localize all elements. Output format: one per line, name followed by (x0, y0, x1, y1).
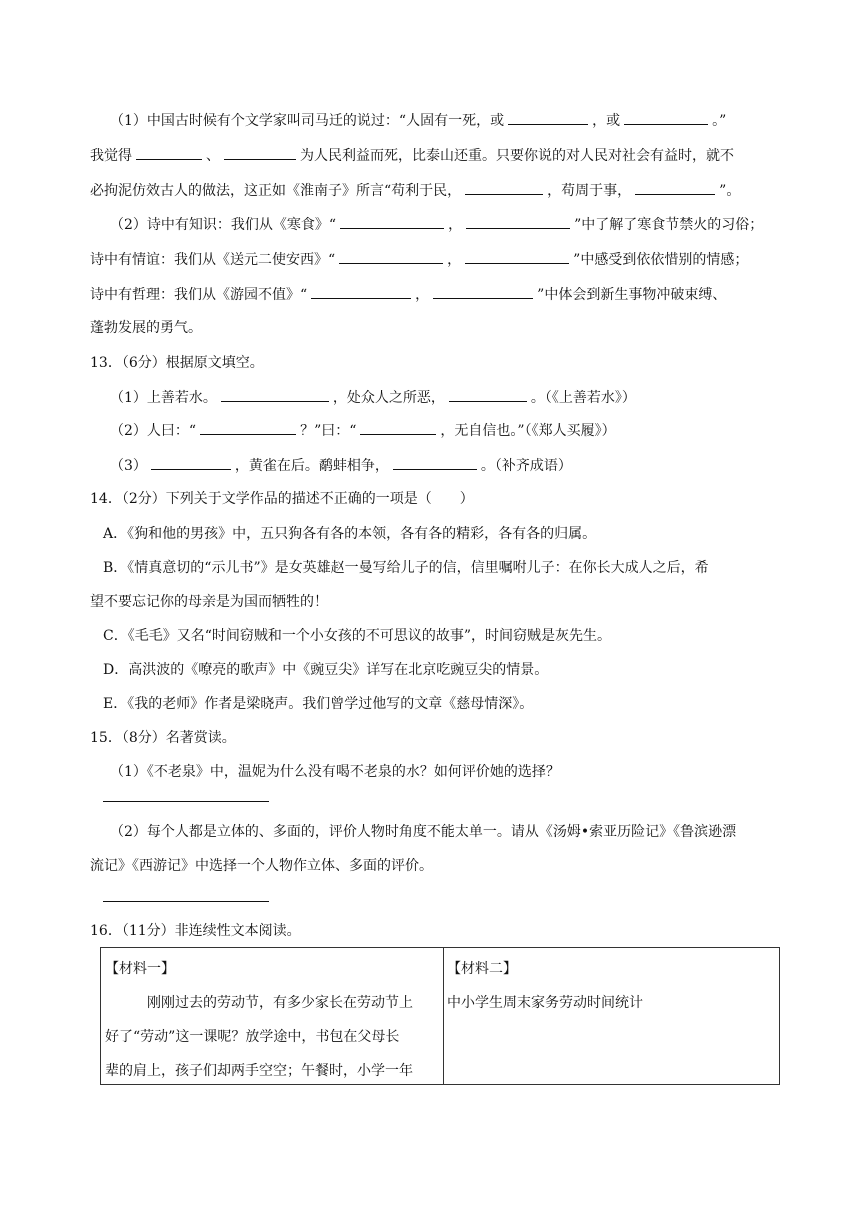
q12-part2-line2 (90, 249, 748, 270)
q13-part1 (110, 387, 636, 408)
text: ？”曰：“ (300, 423, 357, 439)
q12-part2-line4 (90, 318, 202, 338)
material1-text: 辈的肩上，孩子们却两手空空；午餐时，小学一年 (105, 1063, 413, 1079)
q12-part2-line1 (110, 214, 763, 235)
text: 为人民利益而死，比泰山还重。只要你说的对人民对社会有益时，就不 (300, 148, 734, 164)
material1-heading: 【材料一】 (105, 961, 175, 977)
q16-title (90, 921, 301, 941)
question-title: 13．（6分）根据原文填空。 (90, 355, 264, 371)
question-title: 15．（8分）名著赏读。 (90, 730, 236, 746)
q12-part2-line3 (90, 284, 726, 305)
text: （1）上善若水。 (110, 390, 217, 406)
question-title: 14．（2分）下列关于文学作品的描述不正确的一项是（ ） (90, 491, 474, 507)
q15-part2-cont (90, 856, 433, 876)
text: 。” (712, 113, 727, 129)
q12-part1-line1 (110, 110, 726, 131)
answer-blank[interactable] (340, 214, 444, 229)
text: ”中体会到新生事物冲破束缚、 (537, 287, 727, 303)
answer-blank[interactable] (624, 110, 708, 125)
text: 蓬勃发展的勇气。 (90, 320, 202, 336)
q15-title (90, 728, 236, 748)
option-text: C．《毛毛》又名“时间窃贼和一个小女孩的不可思议的故事”，时间窃贼是灰先生。 (103, 628, 612, 644)
q14-option-d[interactable] (103, 660, 548, 680)
answer-blank[interactable] (151, 455, 231, 470)
text: （2）每个人都是立体的、多面的，评价人物时角度不能太单一。请从《汤姆•索亚历险记》《鲁滨逊漂 (110, 824, 737, 840)
text: （1）《不老泉》中，温妮为什么没有喝不老泉的水？如何评价她的选择？ (110, 764, 560, 780)
text: ”中感受到依依惜别的情感； (573, 252, 749, 268)
q13-title (90, 353, 264, 373)
answer-blank[interactable] (449, 387, 527, 402)
answer-blank[interactable] (200, 420, 296, 435)
text: 我觉得 (90, 148, 132, 164)
text: 诗中有情谊：我们从《送元二使安西》“ (90, 252, 336, 268)
table-divider (443, 948, 444, 1084)
text: ，处众人之所恶， (332, 390, 445, 406)
answer-blank[interactable] (311, 284, 411, 299)
text: ， (447, 252, 462, 268)
text: （1）中国古时候有个文学家叫司马迁的说过：“人固有一死，或 (110, 113, 505, 129)
text: 。（补齐成语） (480, 458, 572, 474)
option-text: A．《狗和他的男孩》中，五只狗各有各的本领，各有各的精彩，各有各的归属。 (103, 526, 597, 542)
text: ”。 (719, 183, 741, 199)
q14-option-a[interactable] (103, 524, 596, 544)
answer-blank[interactable] (339, 249, 443, 264)
answer-blank[interactable] (433, 284, 533, 299)
text: （3） (110, 458, 147, 474)
text: （2）诗中有知识：我们从《寒食》“ (110, 217, 337, 233)
option-text: D．高洪波的《嘹亮的歌声》中《豌豆尖》详写在北京吃豌豆尖的情景。 (103, 662, 549, 678)
answer-blank[interactable] (393, 455, 477, 470)
text: ，无自信也。”（《郑人买履》） (440, 423, 616, 439)
q14-title (90, 489, 474, 509)
material1-text: 刚刚过去的劳动节，有多少家长在劳动节上 (147, 995, 413, 1011)
q14-option-b[interactable] (103, 558, 709, 578)
text: 。（《上善若水》） (530, 390, 636, 406)
q15-part1 (110, 762, 560, 782)
q13-part2 (110, 420, 616, 441)
answer-blank[interactable] (465, 249, 569, 264)
text: 诗中有哲理：我们从《游园不值》“ (90, 287, 308, 303)
answer-blank[interactable] (224, 145, 296, 160)
answer-line[interactable] (103, 801, 269, 802)
answer-blank[interactable] (136, 145, 202, 160)
material1-text: 好了“劳动”这一课呢？放学途中，书包在父母长 (105, 1029, 400, 1045)
answer-line[interactable] (103, 901, 269, 902)
text: （2）人曰：“ (110, 423, 197, 439)
q13-part3 (110, 455, 572, 476)
q14-option-b-cont (90, 592, 328, 612)
text: ，或 (592, 113, 621, 129)
text: ， (448, 217, 463, 233)
text: 必拘泥仿效古人的做法，这正如《淮南子》所言“苟利于民， (90, 183, 462, 199)
materials-table (100, 947, 780, 1085)
question-title: 16．（11分）非连续性文本阅读。 (90, 923, 301, 939)
q12-part1-line3 (90, 180, 740, 201)
answer-blank[interactable] (508, 110, 588, 125)
answer-blank[interactable] (466, 214, 570, 229)
text: ，苟周于事， (547, 183, 632, 199)
answer-blank[interactable] (635, 180, 715, 195)
option-text: B．《情真意切的“示儿书”》是女英雄赵一曼写给儿子的信，信里嘱咐儿子：在你长大成人之后，希 (103, 560, 709, 576)
q15-part2 (110, 822, 736, 842)
answer-blank[interactable] (465, 180, 543, 195)
material2-text: 中小学生周末家务劳动时间统计 (447, 995, 643, 1011)
answer-blank[interactable] (221, 387, 329, 402)
text: ，黄雀在后。鹬蚌相争， (234, 458, 389, 474)
material2-heading: 【材料二】 (447, 961, 517, 977)
q12-part1-line2 (90, 145, 734, 166)
text: 流记》《西游记》中选择一个人物作立体、多面的评价。 (90, 858, 433, 874)
q14-option-e[interactable] (103, 694, 533, 714)
option-text: 望不要忘记你的母亲是为国而牺牲的！ (90, 594, 328, 610)
text: ”中了解了寒食节禁火的习俗； (574, 217, 764, 233)
option-text: E．《我的老师》作者是梁晓声。我们曾学过他写的文章《慈母情深》。 (103, 696, 534, 712)
answer-blank[interactable] (360, 420, 436, 435)
q14-option-c[interactable] (103, 626, 611, 646)
text: 、 (206, 148, 220, 164)
text: ， (415, 287, 430, 303)
